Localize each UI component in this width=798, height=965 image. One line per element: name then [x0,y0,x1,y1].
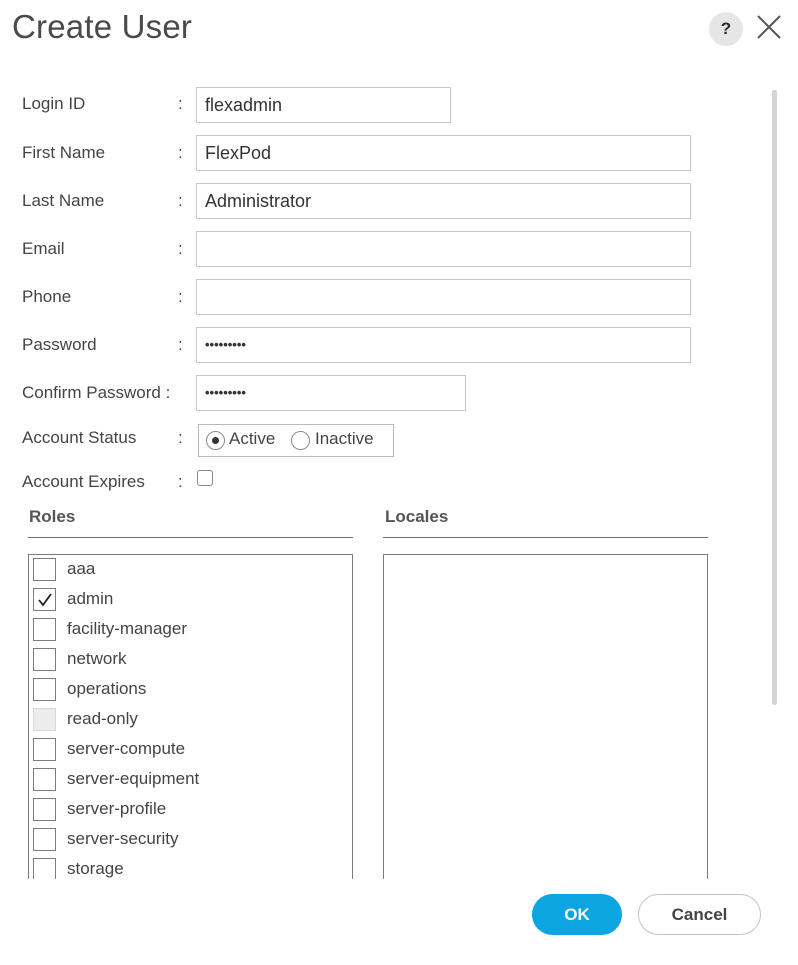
role-label: operations [67,679,147,698]
role-checkbox[interactable] [33,618,56,641]
phone-field[interactable] [196,279,691,315]
login-id-label: Login ID [22,94,86,113]
account-expires-label: Account Expires [22,472,145,491]
confirm-password-label: Confirm Password : [22,383,171,402]
inactive-radio[interactable] [291,431,310,450]
role-checkbox[interactable] [33,768,56,791]
list-item[interactable] [29,645,352,675]
list-item[interactable] [29,705,352,735]
colon: : [178,191,183,210]
role-label: server-equipment [67,769,200,788]
last-name-field[interactable]: Administrator [196,183,691,219]
colon: : [178,94,183,113]
role-label: storage [67,859,124,878]
role-checkbox[interactable] [33,798,56,821]
colon: : [178,287,183,306]
list-item[interactable] [29,675,352,705]
active-radio-label[interactable]: Active [229,429,276,448]
list-item[interactable] [29,555,352,585]
locales-divider [383,537,708,538]
email-label: Email [22,239,65,258]
role-checkbox[interactable] [33,588,56,611]
active-radio[interactable] [206,431,225,450]
email-field[interactable] [196,231,691,267]
role-checkbox[interactable] [33,738,56,761]
help-button[interactable]: ? [709,12,743,46]
roles-list[interactable] [28,554,353,879]
role-label: server-profile [67,799,167,818]
phone-label: Phone [22,287,72,306]
locales-heading: Locales [385,507,449,526]
last-name-label: Last Name [22,191,105,210]
colon: : [178,143,183,162]
account-status-label: Account Status [22,428,137,447]
role-label: read-only [67,709,138,728]
list-item[interactable] [29,855,352,879]
scrollbar[interactable] [772,90,777,705]
checkmark-icon [36,591,54,609]
password-label: Password [22,335,97,354]
password-field[interactable]: ••••••••• [196,327,691,363]
confirm-password-field[interactable]: ••••••••• [196,375,466,411]
list-item[interactable] [29,735,352,765]
inactive-radio-label[interactable]: Inactive [315,429,374,448]
list-item[interactable] [29,795,352,825]
role-checkbox[interactable] [33,678,56,701]
account-expires-checkbox[interactable] [197,470,213,486]
ok-button[interactable]: OK [532,894,622,935]
colon: : [178,472,183,491]
roles-divider [28,537,353,538]
login-id-field[interactable]: flexadmin [196,87,451,123]
role-label: facility-manager [67,619,187,638]
role-checkbox[interactable] [33,858,56,879]
role-label: aaa [67,559,96,578]
list-item[interactable] [29,765,352,795]
role-label: server-compute [67,739,186,758]
list-item[interactable] [29,825,352,855]
dialog-title: Create User [12,8,193,45]
list-item[interactable] [29,585,352,615]
role-label: network [67,649,127,668]
locales-list[interactable] [383,554,708,879]
close-icon[interactable] [756,14,782,40]
role-checkbox[interactable] [33,648,56,671]
role-checkbox [33,708,56,731]
role-label: server-security [67,829,179,848]
roles-heading: Roles [29,507,76,526]
colon: : [178,428,183,447]
list-item[interactable] [29,615,352,645]
role-checkbox[interactable] [33,828,56,851]
colon: : [178,335,183,354]
first-name-label: First Name [22,143,106,162]
account-status-group [198,424,394,457]
first-name-field[interactable]: FlexPod [196,135,691,171]
cancel-button[interactable]: Cancel [638,894,761,935]
role-checkbox[interactable] [33,558,56,581]
colon: : [178,239,183,258]
role-label: admin [67,589,114,608]
radio-selected-dot [212,437,219,444]
